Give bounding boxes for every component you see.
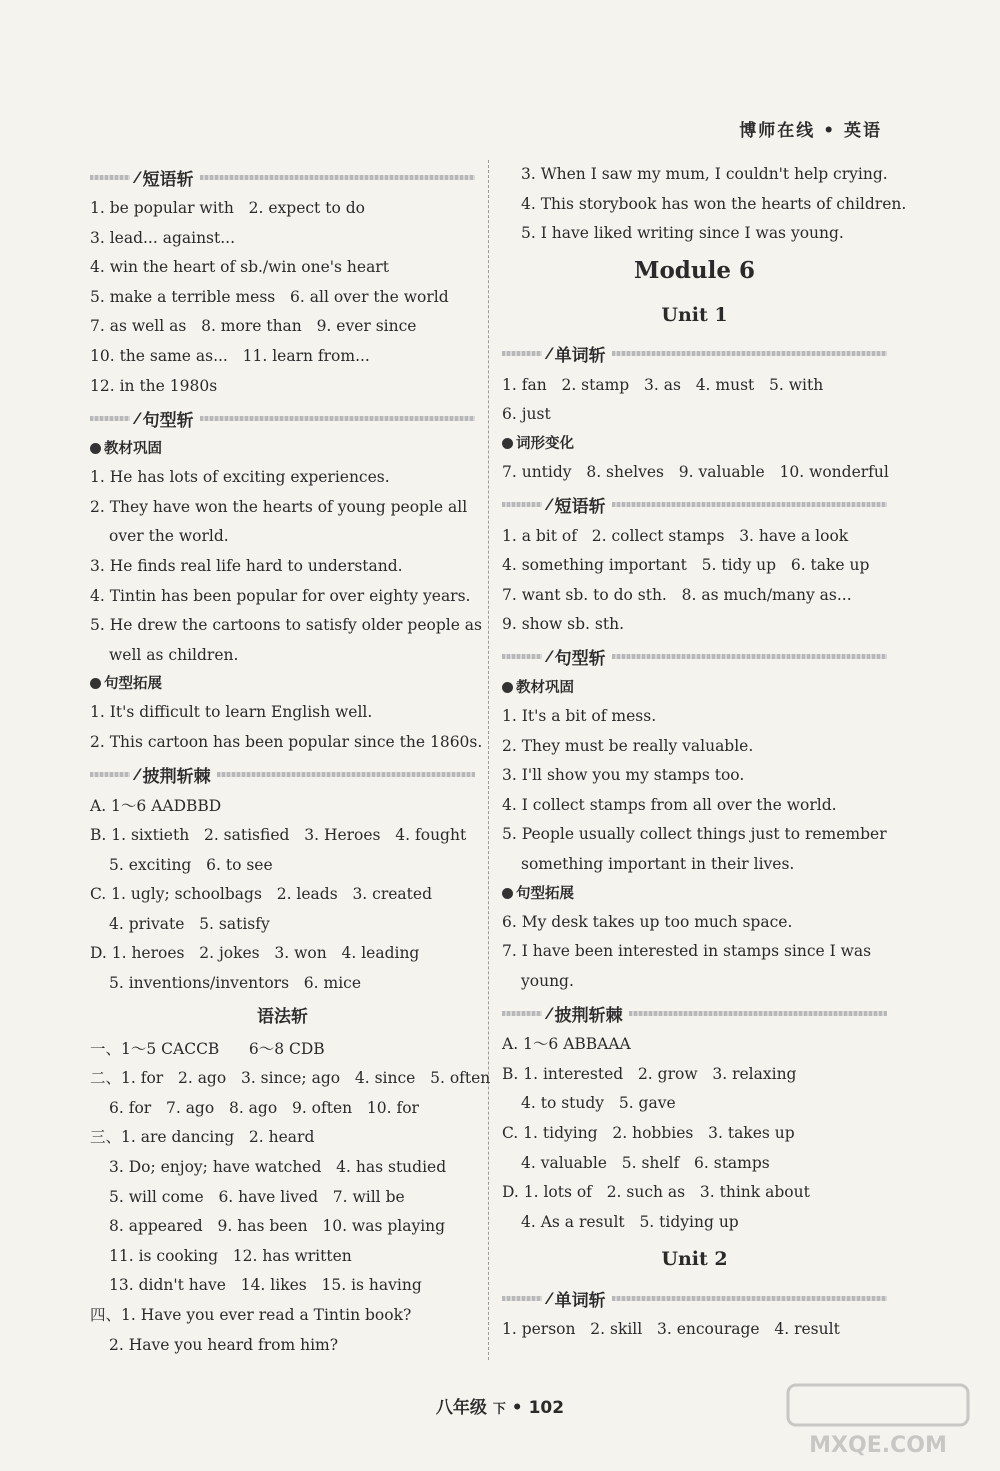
bullet-icon (90, 443, 101, 454)
section-heading (502, 640, 887, 674)
footer-page-number: • 102 (511, 1398, 565, 1418)
answer-line: 4. something important 5. tidy up 6. take up (502, 556, 870, 575)
answer-line: 4. I collect stamps from all over the world. (502, 795, 837, 814)
module-title: Module 6 (634, 256, 755, 284)
answer-line: well as children. (109, 645, 239, 664)
answer-line: 2. They must be really valuable. (502, 736, 754, 755)
answer-line: 4. win the heart of sb./win one's heart (90, 258, 389, 277)
subheading (90, 435, 475, 463)
bullet-icon (502, 438, 513, 449)
answer-line: 9. show sb. sth. (502, 615, 625, 634)
answer-line: 7. want sb. to do sth. 8. as much/many as... (502, 585, 852, 604)
knife-icon: ⁄ (548, 1003, 551, 1023)
footer-grade: 八年级 (435, 1398, 487, 1418)
answer-line: 1. a bit of 2. collect stamps 3. have a look (502, 526, 849, 545)
heading-rule (502, 351, 542, 356)
answer-line: 6. My desk takes up too much space. (502, 912, 793, 931)
answer-line: 1. person 2. skill 3. encourage 4. result (502, 1320, 840, 1339)
knife-icon: ⁄ (136, 765, 139, 784)
answer-line: 11. is cooking 12. has written (109, 1246, 352, 1265)
answer-line: 1. be popular with 2. expect to do (90, 199, 365, 217)
answer-line: 5. inventions/inventors 6. mice (109, 974, 362, 993)
heading-rule (612, 351, 887, 356)
heading-rule (629, 1011, 887, 1016)
answer-line: something important in their lives. (521, 854, 795, 873)
answer-line: 1. It's difficult to learn English well. (90, 703, 373, 722)
knife-icon: ⁄ (136, 408, 139, 428)
knife-icon: ⁄ (548, 647, 551, 667)
answer-line: 二、1. for 2. ago 3. since; ago 4. since 5. often (90, 1069, 491, 1088)
section-heading-text: 披荆斩棘 (142, 767, 211, 787)
answer-line: 6. just (502, 405, 551, 424)
section-heading (502, 996, 887, 1030)
section-heading-text: 短语斩 (554, 497, 606, 518)
subheading-text: 词形变化 (516, 435, 574, 452)
section-heading-text: 披荆斩棘 (554, 1005, 623, 1026)
heading-rule (612, 654, 887, 659)
subheading-text: 句型拓展 (104, 676, 162, 693)
answer-line: 4. Tintin has been popular for over eighty years. (90, 586, 471, 605)
answer-line: 四、1. Have you ever read a Tintin book? (90, 1306, 412, 1324)
unit-title: Unit 1 (661, 303, 728, 326)
section-heading-text: 句型斩 (142, 410, 194, 431)
section-heading (502, 488, 887, 522)
answer-line: A. 1～6 AADBBD (90, 796, 222, 815)
subheading (502, 674, 887, 702)
section-heading (502, 1281, 887, 1315)
answer-line: 3. When I saw my mum, I couldn't help crying. (521, 165, 888, 183)
heading-rule (502, 502, 542, 507)
heading-rule (502, 1011, 542, 1016)
answer-line: 2. This cartoon has been popular since the 1860s. (90, 732, 483, 751)
subheading-text: 教材巩固 (104, 441, 162, 458)
grammar-title: 语法斩 (257, 1006, 308, 1027)
answer-line: 10. the same as... 11. learn from... (90, 346, 370, 365)
left-column (90, 160, 491, 1360)
answer-line: 4. valuable 5. shelf 6. stamps (521, 1153, 770, 1172)
heading-rule (612, 502, 887, 507)
section-heading (90, 758, 475, 792)
section-heading-text: 句型斩 (554, 649, 606, 670)
subheading (90, 670, 475, 698)
answer-line: 3. Do; enjoy; have watched 4. has studied (109, 1158, 447, 1177)
heading-rule (200, 175, 475, 180)
answer-line: 5. I have liked writing since I was young. (521, 224, 844, 243)
answer-line: 1. He has lots of exciting experiences. (90, 468, 390, 487)
knife-icon: ⁄ (548, 495, 551, 515)
answer-line: 4. private 5. satisfy (109, 914, 270, 933)
watermark-logo (778, 1380, 978, 1460)
page-header: 博师在线 • 英语 (739, 121, 882, 141)
heading-rule (612, 1296, 887, 1301)
answer-line: A. 1～6 ABBAAA (502, 1035, 631, 1054)
heading-rule (90, 772, 130, 777)
answer-line: 三、1. are dancing 2. heard (90, 1128, 315, 1147)
answer-line: 8. appeared 9. has been 10. was playing (109, 1217, 446, 1236)
subheading (502, 880, 887, 908)
answer-line: 4. to study 5. gave (521, 1094, 676, 1113)
section-heading (90, 401, 475, 435)
answer-line: C. 1. tidying 2. hobbies 3. takes up (502, 1124, 795, 1143)
section-heading-text: 短语斩 (142, 169, 194, 190)
answer-line: 5. People usually collect things just to remember (502, 825, 887, 844)
heading-rule (502, 654, 542, 659)
section-heading-text: 单词斩 (554, 1290, 606, 1311)
subheading-text: 教材巩固 (516, 679, 574, 696)
section-heading (502, 337, 887, 371)
answer-line: 4. As a result 5. tidying up (521, 1212, 739, 1231)
section-heading-text: 单词斩 (554, 346, 606, 367)
answer-line: D. 1. lots of 2. such as 3. think about (502, 1183, 810, 1202)
answer-line: 13. didn't have 14. likes 15. is having (109, 1276, 422, 1295)
answer-line: 5. make a terrible mess 6. all over the world (90, 287, 449, 306)
answer-line: 一、1～5 CACCB 6～8 CDB (90, 1039, 325, 1058)
answer-line: 4. This storybook has won the hearts of children. (521, 194, 907, 213)
subheading-text: 句型拓展 (516, 885, 574, 902)
answer-line: 3. I'll show you my stamps too. (502, 766, 745, 785)
answer-line: 6. for 7. ago 8. ago 9. often 10. for (109, 1098, 419, 1117)
answer-line: young. (521, 971, 574, 990)
answer-line: 12. in the 1980s (90, 376, 218, 395)
footer-term: 下 (492, 1402, 506, 1417)
answer-line: over the world. (109, 527, 229, 546)
right-column (502, 160, 907, 1345)
answer-line: 7. untidy 8. shelves 9. valuable 10. wonderful (502, 462, 889, 481)
answer-line: 7. as well as 8. more than 9. ever since (90, 317, 417, 336)
bullet-icon (90, 678, 101, 689)
subheading (502, 430, 887, 458)
answer-line: 3. He finds real life hard to understand. (90, 556, 403, 575)
heading-rule (90, 175, 130, 180)
bullet-icon (502, 888, 513, 899)
answer-line: 5. He drew the cartoons to satisfy older people as (90, 616, 482, 635)
answer-line: 1. It's a bit of mess. (502, 706, 657, 725)
knife-icon: ⁄ (136, 167, 139, 187)
section-heading (90, 160, 475, 194)
knife-icon: ⁄ (548, 344, 551, 364)
answer-line: 5. will come 6. have lived 7. will be (109, 1187, 405, 1206)
answer-line: B. 1. sixtieth 2. satisfied 3. Heroes 4. fought (90, 826, 467, 845)
answer-line: 2. Have you heard from him? (109, 1335, 339, 1354)
heading-rule (200, 416, 475, 421)
heading-rule (90, 416, 130, 421)
answer-line: 3. lead... against... (90, 228, 236, 247)
bullet-icon (502, 682, 513, 693)
answer-line: 5. exciting 6. to see (109, 855, 273, 874)
answer-line: 2. They have won the hearts of young people all (90, 497, 468, 516)
heading-rule (502, 1296, 542, 1301)
heading-rule (217, 772, 475, 777)
answer-line: D. 1. heroes 2. jokes 3. won 4. leading (90, 944, 420, 963)
svg-text:MXQE.COM: MXQE.COM (809, 1433, 947, 1458)
column-divider (488, 160, 489, 1360)
answer-line: B. 1. interested 2. grow 3. relaxing (502, 1064, 797, 1083)
answer-line: 1. fan 2. stamp 3. as 4. must 5. with (502, 375, 824, 394)
unit-title: Unit 2 (661, 1248, 728, 1271)
answer-line: C. 1. ugly; schoolbags 2. leads 3. created (90, 885, 432, 904)
answer-line: 7. I have been interested in stamps since I was (502, 942, 872, 961)
knife-icon: ⁄ (548, 1288, 551, 1308)
